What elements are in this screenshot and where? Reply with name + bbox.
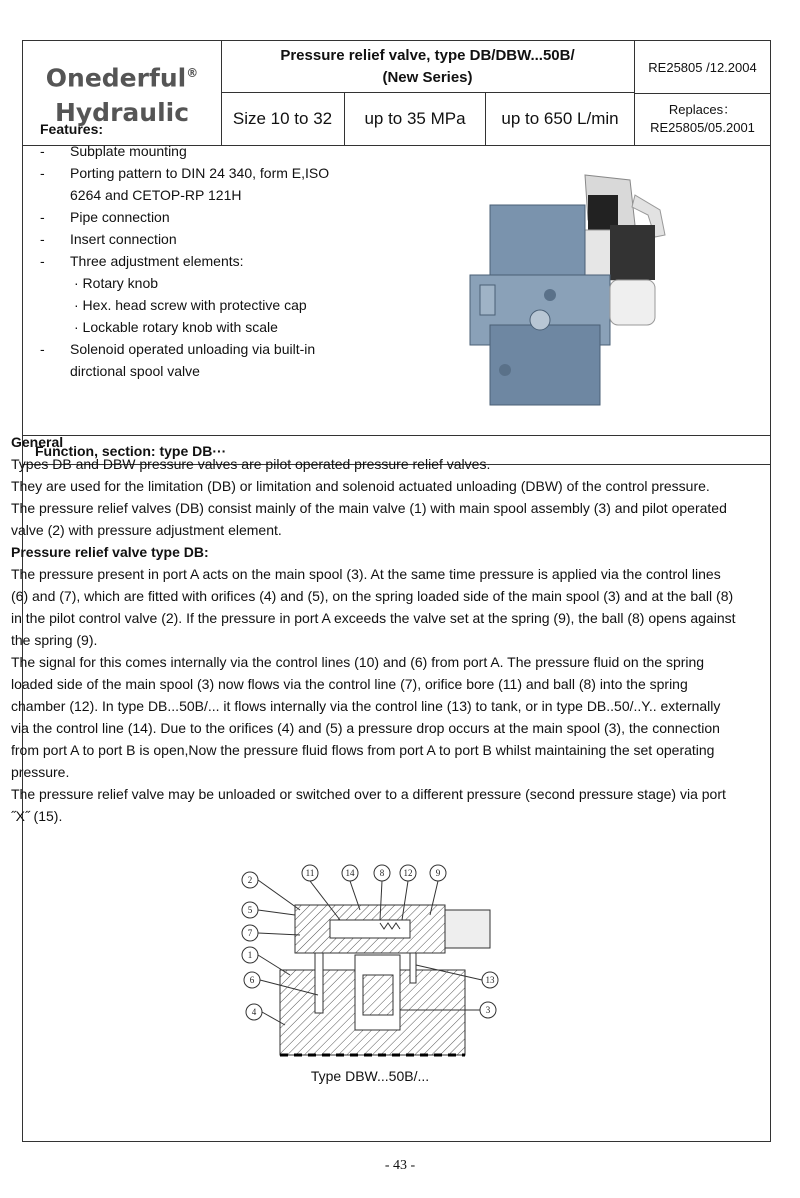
- db-heading: Pressure relief valve type DB:: [11, 544, 209, 560]
- document-title: Pressure relief valve, type DB/DBW...50B/ (New Series): [221, 41, 635, 93]
- callout-3: 3: [485, 1005, 491, 1015]
- feature-item: - Insert connection: [40, 231, 177, 247]
- paragraph: They are used for the limitation (DB) or limitation and solenoid actuated unloading (DBW) of the control pressure.: [11, 478, 710, 494]
- valve-photo: [460, 165, 670, 415]
- function-text: [11, 431, 739, 827]
- paragraph: The pressure relief valves (DB) consist mainly of the main valve (1) with main spool assembly (3) and pilot operated valve (2) with pressure adjustment element.: [11, 500, 727, 538]
- callout-13: 13: [485, 975, 495, 985]
- feature-subitem: · Hex. head screw with protective cap: [74, 297, 307, 313]
- callout-7: 7: [247, 928, 253, 938]
- features-list: [40, 118, 400, 382]
- feature-item: - Three adjustment elements:: [40, 253, 244, 269]
- callout-6: 6: [249, 975, 255, 985]
- feature-item: - Solenoid operated unloading via built-in: [40, 341, 316, 357]
- callout-12: 12: [403, 868, 413, 878]
- page-number: - 43 -: [384, 1158, 416, 1173]
- callout-5: 5: [247, 905, 253, 915]
- feature-subitem: · Lockable rotary knob with scale: [74, 319, 278, 335]
- feature-item: - Porting pattern to DIN 24 340, form E,ISO: [40, 165, 330, 181]
- callout-8: 8: [379, 868, 385, 878]
- callout-14: 14: [345, 868, 355, 878]
- callout-4: 4: [251, 1007, 257, 1017]
- feature-item: - Subplate mounting: [40, 143, 187, 159]
- callout-9: 9: [435, 868, 441, 878]
- spec-flow: up to 650 L/min: [486, 93, 635, 145]
- spec-pressure: up to 35 MPa: [345, 93, 486, 145]
- callout-1: 1: [247, 950, 253, 960]
- spec-size: Size 10 to 32: [221, 93, 345, 145]
- valve-section-diagram: [230, 815, 510, 1065]
- callout-2: 2: [247, 875, 253, 885]
- paragraph: The pressure present in port A acts on the main spool (3). At the same time pressure is applied via the control lines (6) and (7), which are fitted with orifices (4) and (5), on the spring loaded side of the main spool (3) and at the ball (8) in the pilot control valve (2). If the pressure in port A exceeds the valve set at the spring (9), the ball (8) opens against the spring (9).: [11, 566, 736, 648]
- diagram-caption: Type DBW...50B/...: [310, 1068, 430, 1084]
- general-heading: General: [11, 434, 64, 450]
- feature-item-cont: 6264 and CETOP-RP 121H: [70, 187, 242, 203]
- paragraph: Types DB and DBW pressure valves are pilot operated pressure relief valves.: [11, 456, 491, 472]
- document-number: RE25805 /12.2004: [635, 41, 770, 94]
- feature-item: - Pipe connection: [40, 209, 170, 225]
- paragraph: The signal for this comes internally via the control lines (10) and (6) from port A. The pressure fluid on the spring loaded side of the main spool (3) now flows via the control line (7), orifice bore (11) and ball (8) into the spring chamber (12). In type DB...50B/... it flows internally via the control line (13) to tank, or in type DB..50/..Y.. externally via the control line (14). Due to the orifices (4) and (5) a pressure drop occurs at the main spool (3), the connection from port A to port B is open,Now the pressure fluid flows from port A to port B whilst maintaining the set operating pressure.: [11, 654, 721, 780]
- replaces-info: Replaces： RE25805/05.2001: [650, 102, 755, 135]
- features-heading: Features:: [40, 121, 104, 137]
- brand-logo: Onederful® Hydraulic: [23, 41, 222, 145]
- callout-11: 11: [305, 868, 315, 878]
- feature-item-cont: dirctional spool valve: [70, 363, 200, 379]
- section-title: Function, section: type DB···: [23, 435, 770, 465]
- paragraph: The pressure relief valve may be unloaded or switched over to a different pressure (second pressure stage) via port ˝X˝ (15).: [11, 786, 726, 824]
- feature-subitem: · Rotary knob: [74, 275, 159, 291]
